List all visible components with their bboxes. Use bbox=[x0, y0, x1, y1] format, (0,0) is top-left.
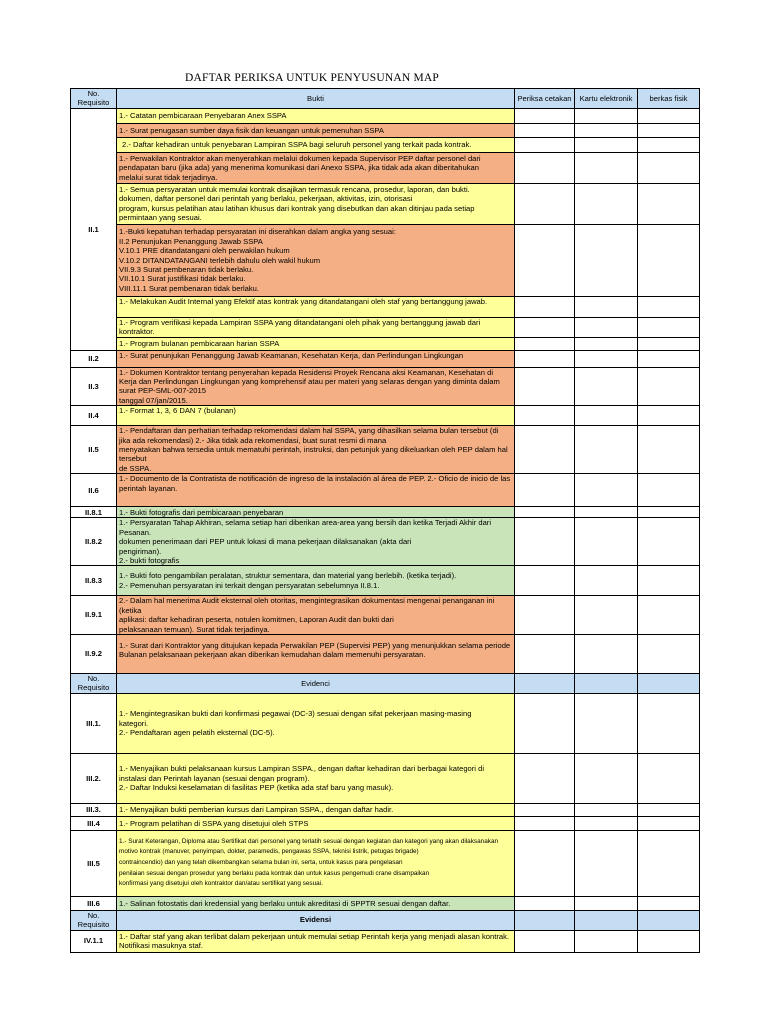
evidence-cell: 1.- Surat Keterangan, Diploma atau Sertifikat dari personel yang terlatih sesuai dengan kegiatan dan kategori yang akan dilaksanakan motivo kontrak (manuver, penyimpan, dokter, paramedis, pengawas SSPA, teknisi listrik, petugas brigade) contraincendio) dan yang telah dikembangkan selama bulan ini, serta, untuk kasus para pengelasan penilaian sesuai dengan prosedur yang berlaku pada kontrak dan untuk kasus pengemudi crane disampaikan konfirmasi yang disetujui oleh kontraktor dan/atau sertifikat yang sesuai. bbox=[117, 830, 515, 896]
table-row bbox=[71, 803, 700, 816]
check-cell[interactable] bbox=[515, 803, 575, 816]
check-cell[interactable] bbox=[515, 183, 575, 224]
table-row bbox=[71, 137, 700, 152]
check-cell[interactable] bbox=[515, 350, 575, 367]
header-req: No. Requisito bbox=[71, 89, 117, 109]
table-row bbox=[71, 337, 700, 350]
check-cell[interactable] bbox=[638, 596, 700, 635]
table-row bbox=[71, 693, 700, 753]
table-row bbox=[71, 930, 700, 952]
check-cell[interactable] bbox=[515, 152, 575, 183]
check-cell[interactable] bbox=[575, 317, 638, 337]
check-cell[interactable] bbox=[638, 507, 700, 518]
check-cell[interactable] bbox=[638, 152, 700, 183]
check-cell[interactable] bbox=[575, 507, 638, 518]
evidence-cell: 1.- Dokumen Kontraktor tentang penyerahan kepada Residensi Proyek Rencana aksi Keamanan, Kesehatan di Kerja dan Perlindungan Lingkungan yang komprehensif atau per materi yang selaras dengan yang diminta dalam surat PEP-SML-007-2015 tanggal 07/jan/2015. bbox=[117, 367, 515, 406]
req-cell: III.5 bbox=[71, 830, 117, 896]
table-row bbox=[71, 183, 700, 224]
check-cell[interactable] bbox=[515, 830, 575, 896]
check-cell[interactable] bbox=[515, 507, 575, 518]
check-cell[interactable] bbox=[515, 406, 575, 426]
header-req: No. Requisito bbox=[71, 910, 117, 930]
evidence-cell: 1.- Perwakilan Kontraktor akan menyerahkan melalui dokumen kepada Supervisor PEP daftar personel dari pendapatan baru (jika ada) yang menerima komunikasi dari Anexo SSPA, jika tidak ada akan diberitahukan melalui surat tidak terjadinya. bbox=[117, 152, 515, 183]
table-row bbox=[71, 406, 700, 426]
req-cell: II.5 bbox=[71, 426, 117, 474]
header-req: No. Requisito bbox=[71, 673, 117, 693]
table-row bbox=[71, 830, 700, 896]
check-cell[interactable] bbox=[638, 367, 700, 406]
req-cell: II.2 bbox=[71, 350, 117, 367]
req-cell: III.1. bbox=[71, 693, 117, 753]
check-cell[interactable] bbox=[575, 634, 638, 673]
evidence-cell: 2.- Daftar kehadiran untuk penyebaran Lampiran SSPA bagi seluruh personel yang terkait pada kontrak. bbox=[117, 137, 515, 152]
req-cell: II.9.2 bbox=[71, 634, 117, 673]
header-blank bbox=[575, 910, 638, 930]
check-cell[interactable] bbox=[575, 474, 638, 507]
check-cell[interactable] bbox=[575, 350, 638, 367]
table-row bbox=[71, 296, 700, 317]
check-cell[interactable] bbox=[638, 337, 700, 350]
check-cell[interactable] bbox=[575, 123, 638, 137]
header-blank bbox=[515, 910, 575, 930]
check-cell[interactable] bbox=[575, 753, 638, 803]
evidence-cell: 1.- Program bulanan pembicaraan harian SSPA bbox=[117, 337, 515, 350]
table-row bbox=[71, 634, 700, 673]
check-cell[interactable] bbox=[638, 137, 700, 152]
header-bukti: Bukti bbox=[117, 89, 515, 109]
header-evidence: Evidensi bbox=[117, 910, 515, 930]
table-row bbox=[71, 152, 700, 183]
evidence-cell: 1.- Persyaratan Tahap Akhiran, selama setiap hari diberikan area-area yang bersih dan ketika Terjadi Akhir dari Pesanan. dokumen penerimaan dari PEP untuk lokasi di mana pekerjaan dilaksanakan (akta dari pengiriman). 2.- bukti fotografis bbox=[117, 518, 515, 566]
check-cell[interactable] bbox=[515, 930, 575, 952]
evidence-cell: 1.- Surat dari Kontraktor yang ditujukan kepada Perwakilan PEP (Supervisi PEP) yang menunjukkan selama periode Bulanan pelaksanaan pekerjaan akan diberikan kemudahan dalam memenuhi persyaratan. bbox=[117, 634, 515, 673]
req-cell: III.3. bbox=[71, 803, 117, 816]
check-cell[interactable] bbox=[575, 803, 638, 816]
check-cell[interactable] bbox=[515, 693, 575, 753]
check-cell[interactable] bbox=[638, 474, 700, 507]
check-cell[interactable] bbox=[575, 566, 638, 596]
check-cell[interactable] bbox=[638, 296, 700, 317]
check-cell[interactable] bbox=[575, 152, 638, 183]
check-cell[interactable] bbox=[638, 896, 700, 910]
evidence-cell: 1.-Bukti kepatuhan terhadap persyaratan ini diserahkan dalam angka yang sesuai: II.2 Penunjukan Penanggung Jawab SSPA V.10.1 PRE ditandatangani oleh perwakilan hukum V.10.2 DITANDATANGANI terlebih dahulu oleh wakil hukum VII.9.3 Surat pembenaran tidak berlaku. VII.10.1 Surat justifikasi tidak berlaku. VIII.11.1 Surat pembenaran tidak berlaku. bbox=[117, 224, 515, 296]
req-cell: IV.1.1 bbox=[71, 930, 117, 952]
check-cell[interactable] bbox=[575, 816, 638, 830]
check-cell[interactable] bbox=[575, 108, 638, 123]
check-cell[interactable] bbox=[515, 296, 575, 317]
checklist-table bbox=[70, 88, 700, 953]
req-cell: III.6 bbox=[71, 896, 117, 910]
header-blank bbox=[515, 673, 575, 693]
check-cell[interactable] bbox=[515, 317, 575, 337]
table-row bbox=[71, 123, 700, 137]
check-cell[interactable] bbox=[638, 830, 700, 896]
header-kartu: Kartu elektronik bbox=[575, 89, 638, 109]
document-title: DAFTAR PERIKSA UNTUK PENYUSUNAN MAP bbox=[185, 72, 439, 84]
check-cell[interactable] bbox=[638, 406, 700, 426]
table-row bbox=[71, 224, 700, 296]
check-cell[interactable] bbox=[575, 596, 638, 635]
check-cell[interactable] bbox=[638, 816, 700, 830]
check-cell[interactable] bbox=[638, 930, 700, 952]
evidence-cell: 1.- Program pelatihan di SSPA yang disetujui oleh STPS bbox=[117, 816, 515, 830]
check-cell[interactable] bbox=[575, 137, 638, 152]
evidence-cell: 1.- Daftar staf yang akan terlibat dalam pekerjaan untuk memulai setiap Perintah kerja yang menjadi alasan kontrak. Notifikasi masuknya staf. bbox=[117, 930, 515, 952]
check-cell[interactable] bbox=[575, 296, 638, 317]
check-cell[interactable] bbox=[575, 367, 638, 406]
check-cell[interactable] bbox=[515, 108, 575, 123]
check-cell[interactable] bbox=[575, 518, 638, 566]
header-evidence: Evidenci bbox=[117, 673, 515, 693]
table-row bbox=[71, 566, 700, 596]
evidence-cell: 1.- Catatan pembicaraan Penyebaran Anex SSPA bbox=[117, 108, 515, 123]
req-cell: II.9.1 bbox=[71, 596, 117, 635]
check-cell[interactable] bbox=[638, 426, 700, 474]
check-cell[interactable] bbox=[515, 137, 575, 152]
table-row bbox=[71, 426, 700, 474]
table-row bbox=[71, 317, 700, 337]
check-cell[interactable] bbox=[638, 183, 700, 224]
evidence-cell: 1.- Semua persyaratan untuk memulai kontrak disajikan termasuk rencana, prosedur, laporan, dan bukti. dokumen, daftar personel dari perintah yang berlaku, pekerjaan, aktivitas, izin, otorisasi program, kursus pelatihan atau latihan khusus dari kontrak yang disebutkan dan akan ditinjau pada setiap permintaan yang sesuai. bbox=[117, 183, 515, 224]
header-blank bbox=[575, 673, 638, 693]
check-cell[interactable] bbox=[575, 224, 638, 296]
check-cell[interactable] bbox=[575, 183, 638, 224]
evidence-cell: 2.- Dalam hal menerima Audit eksternal oleh otoritas, mengintegrasikan dokumentasi mengenai penanganan ini (ketika aplikasi: daftar kehadiran peserta, notulen komitmen, Laporan Audit dan bukti dari pelaksanaan temuan). Surat tidak terjadinya. bbox=[117, 596, 515, 635]
req-cell: II.8.1 bbox=[71, 507, 117, 518]
table-row bbox=[71, 816, 700, 830]
table-row bbox=[71, 896, 700, 910]
check-cell[interactable] bbox=[515, 896, 575, 910]
check-cell[interactable] bbox=[515, 474, 575, 507]
req-cell: III.4 bbox=[71, 816, 117, 830]
check-cell[interactable] bbox=[515, 337, 575, 350]
evidence-cell: 1.- Menyajikan bukti pemberian kursus dari Lampiran SSPA., dengan daftar hadir. bbox=[117, 803, 515, 816]
check-cell[interactable] bbox=[515, 634, 575, 673]
evidence-cell: 1.- Format 1, 3, 6 DAN 7 (bulanan) bbox=[117, 406, 515, 426]
header-berkas: berkas fisik bbox=[638, 89, 700, 109]
check-cell[interactable] bbox=[638, 224, 700, 296]
evidence-cell: 1.- Bukti foto pengambilan peralatan, struktur sementara, dan material yang berlebih. (ketika terjadi). 2.- Pemenuhan persyaratan ini terkait dengan persyaratan sebelumnya II.8.1. bbox=[117, 566, 515, 596]
check-cell[interactable] bbox=[515, 367, 575, 406]
req-cell: II.8.2 bbox=[71, 518, 117, 566]
check-cell[interactable] bbox=[515, 518, 575, 566]
table-row bbox=[71, 350, 700, 367]
evidence-cell: 1.- Mengintegrasikan bukti dari konfirmasi pegawai (DC-3) sesuai dengan sifat pekerjaan masing-masing kategori. 2.- Pendaftaran agen pelatih eksternal (DC-5). bbox=[117, 693, 515, 753]
check-cell[interactable] bbox=[638, 693, 700, 753]
section-header-row bbox=[71, 910, 700, 930]
table-row bbox=[71, 596, 700, 635]
check-cell[interactable] bbox=[575, 830, 638, 896]
table-row bbox=[71, 367, 700, 406]
check-cell[interactable] bbox=[638, 108, 700, 123]
check-cell[interactable] bbox=[638, 803, 700, 816]
check-cell[interactable] bbox=[638, 518, 700, 566]
header-blank bbox=[638, 673, 700, 693]
check-cell[interactable] bbox=[575, 426, 638, 474]
table-row bbox=[71, 518, 700, 566]
check-cell[interactable] bbox=[638, 753, 700, 803]
check-cell[interactable] bbox=[515, 426, 575, 474]
check-cell[interactable] bbox=[575, 693, 638, 753]
check-cell[interactable] bbox=[515, 566, 575, 596]
section-header-row bbox=[71, 673, 700, 693]
table-row bbox=[71, 474, 700, 507]
req-cell: II.3 bbox=[71, 367, 117, 406]
check-cell[interactable] bbox=[575, 406, 638, 426]
req-cell: II.6 bbox=[71, 474, 117, 507]
evidence-cell: 1.- Surat penugasan sumber daya fisik dan keuangan untuk pemenuhan SSPA bbox=[117, 123, 515, 137]
evidence-cell: 1.- Melakukan Audit Internal yang Efektif atas kontrak yang ditandatangani oleh staf yang bertanggung jawab. bbox=[117, 296, 515, 317]
evidence-cell: 1.- Salinan fotostatis dari kredensial yang berlaku untuk akreditasi di SPPTR sesuai dengan daftar. bbox=[117, 896, 515, 910]
check-cell[interactable] bbox=[515, 123, 575, 137]
check-cell[interactable] bbox=[515, 816, 575, 830]
evidence-cell: 1.- Program verifikasi kepada Lampiran SSPA yang ditandatangani oleh pihak yang bertanggung jawab dari kontraktor. bbox=[117, 317, 515, 337]
evidence-cell: 1.- Documento de la Contratista de notificación de ingreso de la instalación al área de PEP. 2.- Oficio de inicio de las perintah layanan. bbox=[117, 474, 515, 507]
table-header-row bbox=[71, 89, 700, 109]
table-row bbox=[71, 507, 700, 518]
check-cell[interactable] bbox=[575, 337, 638, 350]
check-cell[interactable] bbox=[638, 566, 700, 596]
req-cell: II.8.3 bbox=[71, 566, 117, 596]
evidence-cell: 1.- Surat penunjukan Penanggung Jawab Keamanan, Kesehatan Kerja, dan Perlindungan Lingkungan bbox=[117, 350, 515, 367]
check-cell[interactable] bbox=[638, 634, 700, 673]
table-row bbox=[71, 108, 700, 123]
table-row bbox=[71, 753, 700, 803]
check-cell[interactable] bbox=[575, 896, 638, 910]
header-periksa: Periksa cetakan bbox=[515, 89, 575, 109]
check-cell[interactable] bbox=[515, 596, 575, 635]
check-cell[interactable] bbox=[638, 350, 700, 367]
req-cell: II.1 bbox=[71, 108, 117, 350]
check-cell[interactable] bbox=[638, 317, 700, 337]
evidence-cell: 1.- Pendaftaran dan perhatian terhadap rekomendasi dalam hal SSPA, yang dihasilkan selama bulan tersebut (di jika ada rekomendasi) 2.- Jika tidak ada rekomendasi, buat surat resmi di mana menyatakan bahwa tersedia untuk mematuhi perintah, instruksi, dan petunjuk yang dikeluarkan oleh PEP dalam hal tersebut de SSPA. bbox=[117, 426, 515, 474]
req-cell: III.2. bbox=[71, 753, 117, 803]
evidence-cell: 1.- Bukti fotografis dari pembicaraan penyebaran bbox=[117, 507, 515, 518]
evidence-cell: 1.- Menyajikan bukti pelaksanaan kursus Lampiran SSPA., dengan daftar kehadiran dari berbagai kategori di instalasi dan Perintah layanan (sesuai dengan program). 2.- Daftar Induksi keselamatan di fasilitas PEP (ketika ada staf baru yang masuk). bbox=[117, 753, 515, 803]
req-cell: II.4 bbox=[71, 406, 117, 426]
check-cell[interactable] bbox=[515, 224, 575, 296]
check-cell[interactable] bbox=[638, 123, 700, 137]
check-cell[interactable] bbox=[575, 930, 638, 952]
check-cell[interactable] bbox=[515, 753, 575, 803]
header-blank bbox=[638, 910, 700, 930]
